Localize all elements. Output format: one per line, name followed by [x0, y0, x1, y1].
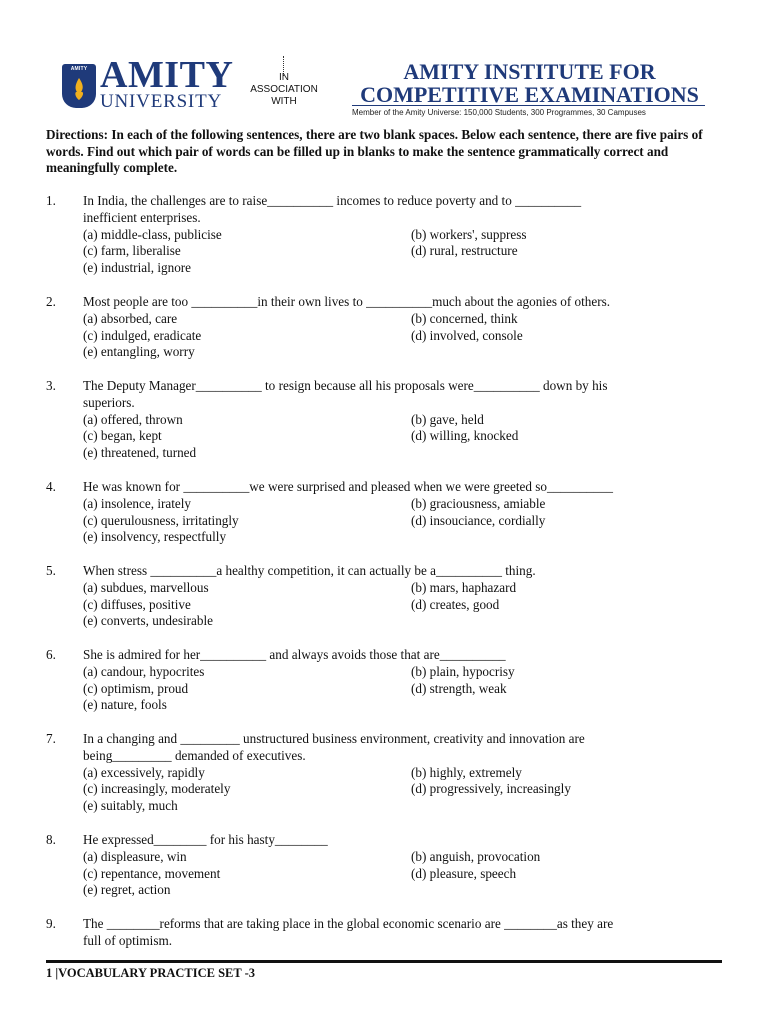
- question-number: 8.: [46, 832, 56, 847]
- question-number: 5.: [46, 563, 56, 578]
- logo-small-text: AMITY: [70, 66, 88, 72]
- answer-option: (c) repentance, movement: [83, 865, 221, 881]
- amity-logo-shield: [62, 64, 96, 108]
- answer-options: [83, 580, 713, 630]
- question-number: 6.: [46, 647, 56, 662]
- answer-option: (c) querulousness, irritatingly: [83, 512, 239, 528]
- answer-option: (b) plain, hypocrisy: [411, 663, 515, 679]
- question-line: He was known for __________we were surprised and pleased when we were greeted so__________: [83, 479, 613, 494]
- question-text: [83, 294, 713, 311]
- question-line: She is admired for her__________ and always avoids those that are__________: [83, 647, 506, 662]
- answer-option: (b) mars, haphazard: [411, 579, 517, 595]
- answer-option: (b) concerned, think: [411, 310, 518, 326]
- answer-option: (c) began, kept: [83, 428, 162, 444]
- answer-option: (b) gave, held: [411, 411, 484, 427]
- flame-icon: [72, 77, 86, 101]
- answer-option: (c) farm, liberalise: [83, 243, 181, 259]
- institute-title: AMITY INSTITUTE FOR COMPETITIVE EXAMINATIONS: [360, 59, 699, 107]
- answer-options: [83, 311, 713, 361]
- answer-options: [83, 664, 713, 714]
- question-number: 9.: [46, 916, 56, 931]
- option-row: [83, 513, 713, 530]
- page-header: [0, 0, 768, 120]
- question-line: He expressed________ for his hasty________: [83, 832, 328, 847]
- question-number: 1.: [46, 193, 56, 208]
- question-text: [83, 916, 713, 950]
- answer-option: (d) creates, good: [411, 596, 500, 612]
- answer-option: (d) rural, restructure: [411, 243, 518, 259]
- question-line: When stress __________a healthy competition, it can actually be a__________ thing.: [83, 563, 536, 578]
- answer-option: (a) displeasure, win: [83, 848, 187, 864]
- question-text: [83, 479, 713, 496]
- logo-wordmark: AMITY: [100, 54, 234, 96]
- option-row: [83, 681, 713, 698]
- answer-option: (e) suitably, much: [83, 798, 178, 814]
- option-row: [83, 445, 713, 462]
- option-row: [83, 664, 713, 681]
- answer-option: (d) strength, weak: [411, 680, 507, 696]
- answer-option: (d) pleasure, speech: [411, 865, 517, 881]
- answer-option: (e) converts, undesirable: [83, 613, 213, 629]
- answer-option: (e) industrial, ignore: [83, 260, 192, 276]
- option-row: [83, 260, 713, 277]
- option-row: [83, 227, 713, 244]
- answer-option: (e) insolvency, respectfully: [83, 529, 227, 545]
- answer-option: (b) anguish, provocation: [411, 848, 541, 864]
- answer-option: (a) subdues, marvellous: [83, 579, 209, 595]
- answer-options: [83, 765, 713, 815]
- question-text: [83, 647, 713, 664]
- option-row: [83, 580, 713, 597]
- answer-option: (a) insolence, irately: [83, 495, 192, 511]
- question-number: 3.: [46, 378, 56, 393]
- answer-option: (c) diffuses, positive: [83, 596, 191, 612]
- answer-options: [83, 496, 713, 546]
- question-line: inefficient enterprises.: [83, 209, 201, 225]
- institute-subtitle: Member of the Amity Universe: 150,000 Students, 300 Programmes, 30 Campuses: [352, 108, 646, 117]
- directions-text: Directions: In each of the following sentences, there are two blank spaces. Below each sentence, there are five pairs of words. Find out which pair of words can be filled up in blanks to make the sentence grammatically correct and meaningfully complete.: [46, 127, 703, 175]
- option-row: [83, 412, 713, 429]
- question-number: 4.: [46, 479, 56, 494]
- answer-options: [83, 412, 713, 462]
- answer-option: (e) regret, action: [83, 882, 171, 898]
- answer-option: (e) threatened, turned: [83, 445, 197, 461]
- question-line: The ________reforms that are taking place in the global economic scenario are ________as they are: [83, 916, 614, 931]
- option-row: [83, 849, 713, 866]
- answer-option: (d) insouciance, cordially: [411, 512, 546, 528]
- question-line: superiors.: [83, 394, 135, 410]
- question-text: [83, 832, 713, 849]
- question-line: The Deputy Manager__________ to resign because all his proposals were__________ down by his: [83, 378, 608, 393]
- question-line: Most people are too __________in their own lives to __________much about the agonies of others.: [83, 294, 611, 309]
- option-row: [83, 765, 713, 782]
- answer-option: (a) absorbed, care: [83, 310, 178, 326]
- answer-options: [83, 227, 713, 277]
- option-row: [83, 496, 713, 513]
- answer-option: (b) workers', suppress: [411, 226, 527, 242]
- question-text: [83, 193, 713, 227]
- answer-option: (b) graciousness, amiable: [411, 495, 546, 511]
- answer-option: (b) highly, extremely: [411, 764, 522, 780]
- answer-option: (a) middle-class, publicise: [83, 226, 222, 242]
- question-number: 2.: [46, 294, 56, 309]
- answer-option: (a) excessively, rapidly: [83, 764, 205, 780]
- footer-rule: [46, 960, 722, 963]
- answer-option: (e) entangling, worry: [83, 344, 195, 360]
- institute-rule: [352, 105, 705, 106]
- answer-option: (a) candour, hypocrites: [83, 663, 205, 679]
- question-text: [83, 731, 713, 765]
- option-row: [83, 311, 713, 328]
- answer-options: [83, 849, 713, 899]
- answer-option: (d) willing, knocked: [411, 428, 519, 444]
- answer-option: (e) nature, fools: [83, 697, 167, 713]
- answer-option: (d) progressively, increasingly: [411, 781, 571, 797]
- option-row: [83, 798, 713, 815]
- option-row: [83, 243, 713, 260]
- option-row: [83, 428, 713, 445]
- question-text: [83, 563, 713, 580]
- option-row: [83, 597, 713, 614]
- option-row: [83, 529, 713, 546]
- association-text: IN ASSOCIATION WITH: [250, 72, 318, 107]
- answer-option: (c) optimism, proud: [83, 680, 189, 696]
- question-text: [83, 378, 713, 412]
- answer-option: (a) offered, thrown: [83, 411, 183, 427]
- option-row: [83, 781, 713, 798]
- option-row: [83, 613, 713, 630]
- answer-option: (c) indulged, eradicate: [83, 327, 202, 343]
- question-line: In India, the challenges are to raise__________ incomes to reduce poverty and to __________: [83, 193, 582, 208]
- page-footer: 1 |VOCABULARY PRACTICE SET -3: [46, 966, 256, 980]
- option-row: [83, 328, 713, 345]
- option-row: [83, 882, 713, 899]
- question-line: full of optimism.: [83, 932, 173, 948]
- answer-option: (d) involved, console: [411, 327, 523, 343]
- question-line: being_________ demanded of executives.: [83, 747, 306, 763]
- answer-option: (c) increasingly, moderately: [83, 781, 231, 797]
- question-line: In a changing and _________ unstructured business environment, creativity and innovation are: [83, 731, 585, 746]
- question-number: 7.: [46, 731, 56, 746]
- logo-subtitle: UNIVERSITY: [100, 91, 222, 112]
- option-row: [83, 344, 713, 361]
- option-row: [83, 866, 713, 883]
- option-row: [83, 697, 713, 714]
